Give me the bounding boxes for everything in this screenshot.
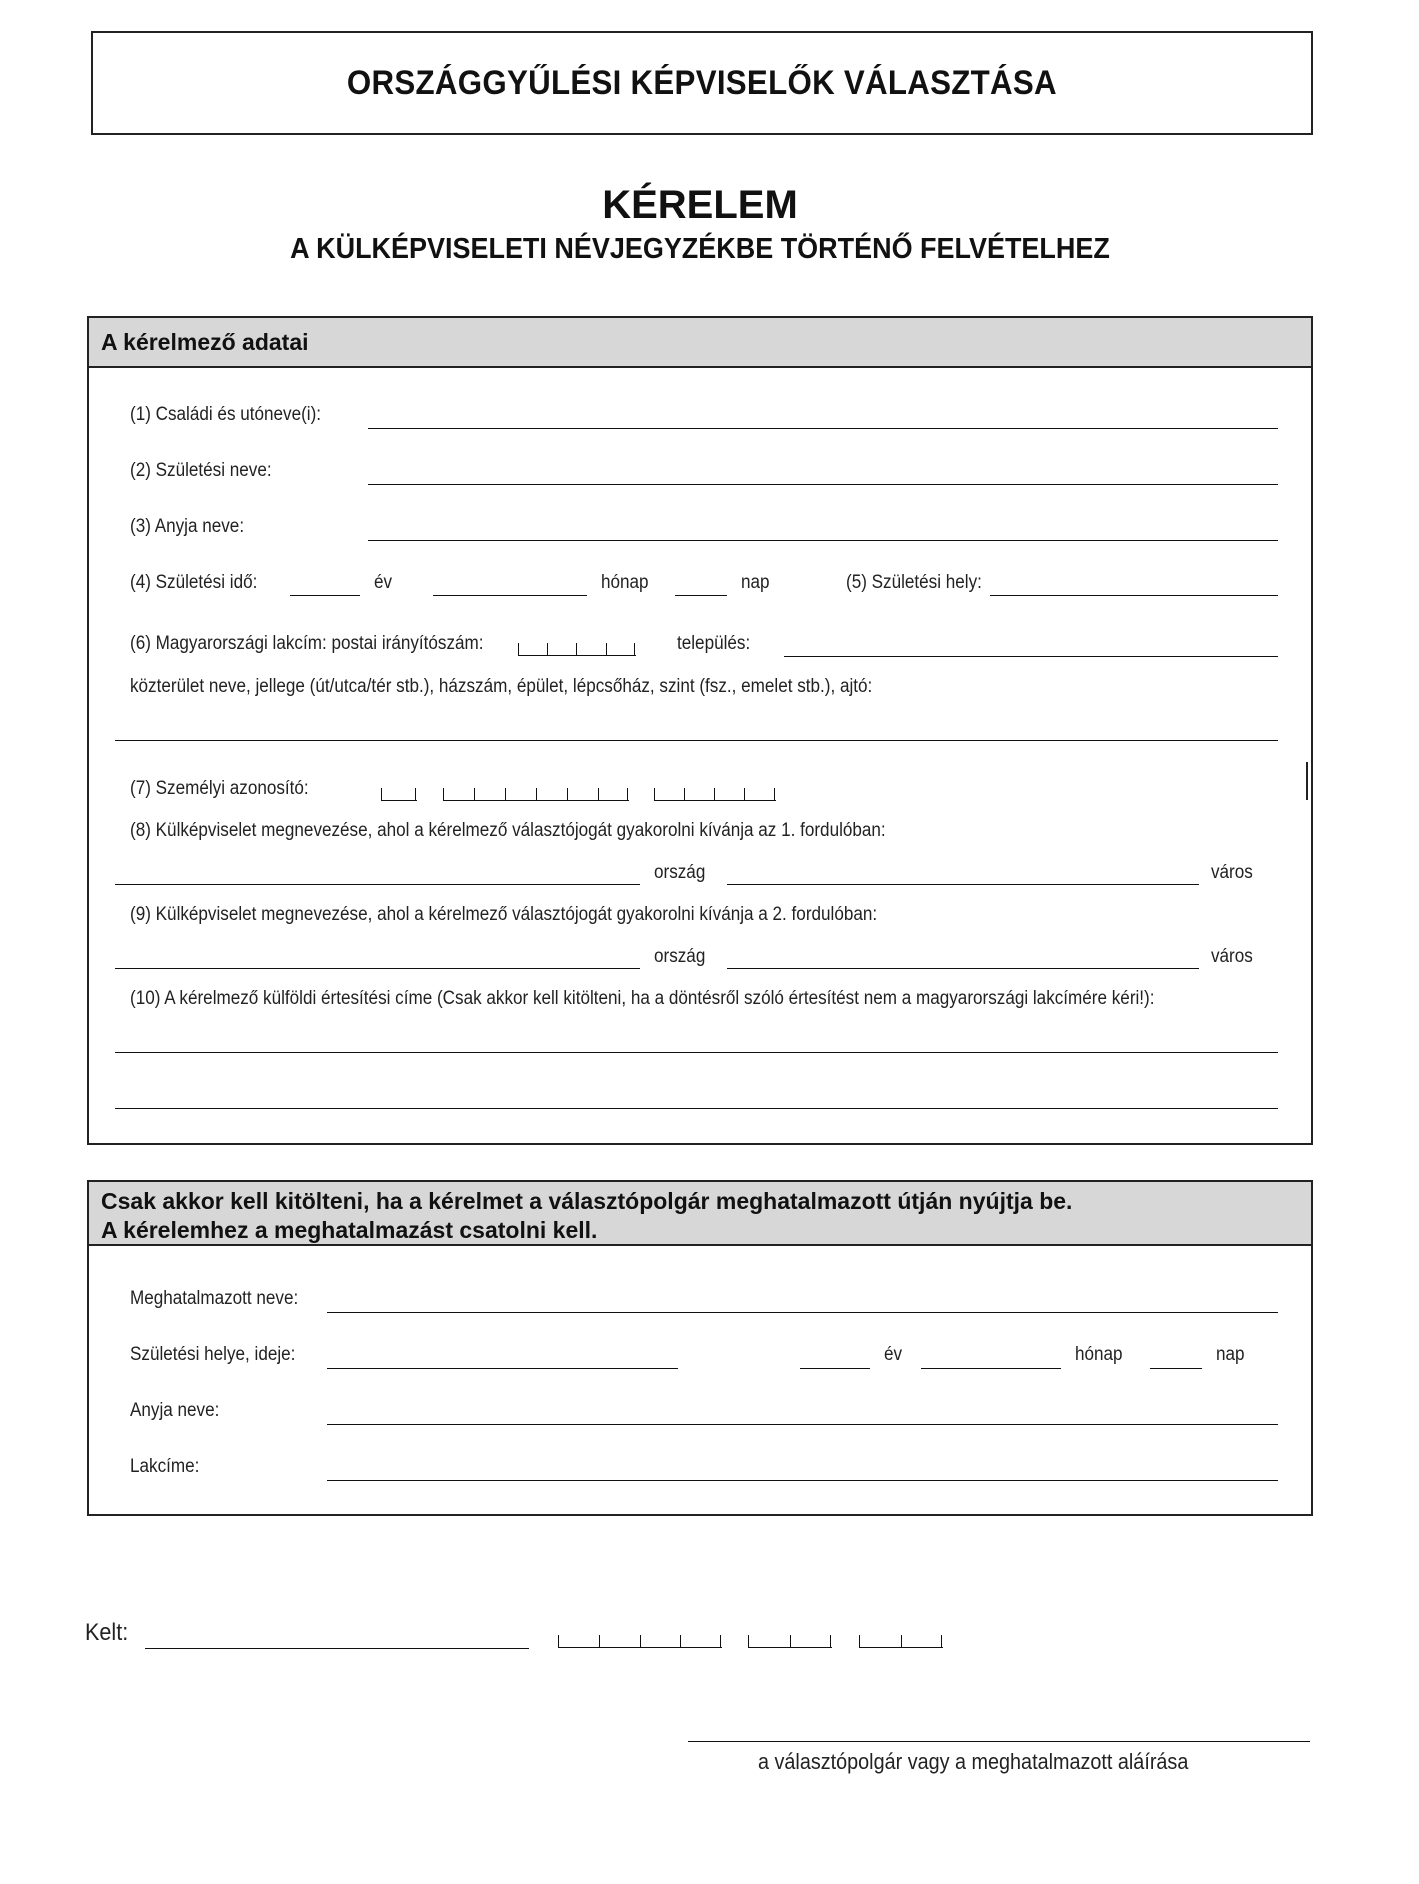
birth-place-field[interactable] (990, 595, 1278, 596)
round1-country-label: ország (654, 862, 706, 883)
day-label: nap (741, 572, 770, 593)
proxy-name-field[interactable] (327, 1312, 1278, 1313)
birth-date-label: (4) Születési idő: (130, 572, 258, 593)
proxy-birth-year-field[interactable] (800, 1368, 870, 1369)
signature-caption: a választópolgár vagy a meghatalmazott aláírása (758, 1749, 1189, 1774)
round1-label: (8) Külképviselet megnevezése, ahol a kérelmező választójogát gyakorolni kívánja az 1. fordulóban: (130, 820, 886, 841)
foreign-address-line2[interactable] (115, 1108, 1278, 1109)
election-title-box (91, 31, 1313, 135)
birth-name-field[interactable] (368, 484, 1278, 485)
proxy-heading-line2: A kérelemhez a meghatalmazást csatolni kell. (101, 1217, 598, 1243)
postal-code-field[interactable] (518, 644, 636, 656)
family-name-label: (1) Családi és utóneve(i): (130, 404, 322, 425)
year-label: év (374, 572, 393, 593)
margin-mark (1306, 762, 1308, 800)
proxy-heading-line1: Csak akkor kell kitölteni, ha a kérelmet a választópolgár meghatalmazott útján nyújtja be. (101, 1188, 1073, 1214)
round1-country-field[interactable] (115, 884, 640, 885)
proxy-year-label: év (884, 1344, 903, 1365)
kelt-year-field[interactable] (558, 1636, 722, 1648)
settlement-label: település: (677, 633, 751, 654)
settlement-field[interactable] (784, 656, 1278, 657)
proxy-birth-month-field[interactable] (921, 1368, 1061, 1369)
address-label: (6) Magyarországi lakcím: postai irányítószám: (130, 633, 484, 654)
round1-city-field[interactable] (727, 884, 1199, 885)
round2-country-field[interactable] (115, 968, 640, 969)
proxy-birth-day-field[interactable] (1150, 1368, 1202, 1369)
proxy-birth-place-field[interactable] (327, 1368, 678, 1369)
proxy-address-label: Lakcíme: (130, 1456, 200, 1477)
kelt-day-field[interactable] (859, 1636, 943, 1648)
personal-id-part1[interactable] (381, 789, 417, 801)
kelt-place-field[interactable] (145, 1648, 529, 1649)
kelt-label: Kelt: (85, 1619, 129, 1646)
proxy-day-label: nap (1216, 1344, 1245, 1365)
election-title: ORSZÁGGYŰLÉSI KÉPVISELŐK VÁLASZTÁSA (346, 63, 1058, 102)
applicant-section (87, 316, 1313, 1145)
birth-place-label: (5) Születési hely: (846, 572, 982, 593)
proxy-name-label: Meghatalmazott neve: (130, 1288, 299, 1309)
birth-day-field[interactable] (675, 595, 727, 596)
signature-line[interactable] (688, 1741, 1310, 1742)
proxy-mother-field[interactable] (327, 1424, 1278, 1425)
mother-name-label: (3) Anyja neve: (130, 516, 245, 537)
round1-city-label: város (1211, 862, 1253, 883)
proxy-address-field[interactable] (327, 1480, 1278, 1481)
applicant-section-heading: A kérelmező adatai (89, 318, 1311, 368)
foreign-address-label: (10) A kérelmező külföldi értesítési címe (Csak akkor kell kitölteni, ha a döntésről szóló értesítést nem a magyarországi lakcímére kéri!): (130, 988, 1155, 1009)
birth-month-field[interactable] (433, 595, 587, 596)
street-field[interactable] (115, 740, 1278, 741)
birth-year-field[interactable] (290, 595, 360, 596)
kelt-month-field[interactable] (748, 1636, 832, 1648)
proxy-section-heading (89, 1182, 1311, 1246)
form-subtitle: A KÜLKÉPVISELETI NÉVJEGYZÉKBE TÖRTÉNŐ FELVÉTELHEZ (290, 233, 1110, 265)
family-name-field[interactable] (368, 428, 1278, 429)
birth-name-label: (2) Születési neve: (130, 460, 272, 481)
round2-label: (9) Külképviselet megnevezése, ahol a kérelmező választójogát gyakorolni kívánja a 2. fordulóban: (130, 904, 878, 925)
round2-city-label: város (1211, 946, 1253, 967)
personal-id-label: (7) Személyi azonosító: (130, 778, 309, 799)
proxy-month-label: hónap (1075, 1344, 1123, 1365)
street-label: közterület neve, jellege (út/utca/tér stb.), házszám, épület, lépcsőház, szint (fsz., emelet stb.), ajtó: (130, 676, 873, 697)
proxy-birth-label: Születési helye, ideje: (130, 1344, 296, 1365)
form-title: KÉRELEM (602, 183, 798, 227)
personal-id-part2[interactable] (443, 789, 629, 801)
proxy-mother-label: Anyja neve: (130, 1400, 220, 1421)
month-label: hónap (601, 572, 649, 593)
personal-id-part3[interactable] (654, 789, 776, 801)
foreign-address-line1[interactable] (115, 1052, 1278, 1053)
round2-country-label: ország (654, 946, 706, 967)
round2-city-field[interactable] (727, 968, 1199, 969)
mother-name-field[interactable] (368, 540, 1278, 541)
